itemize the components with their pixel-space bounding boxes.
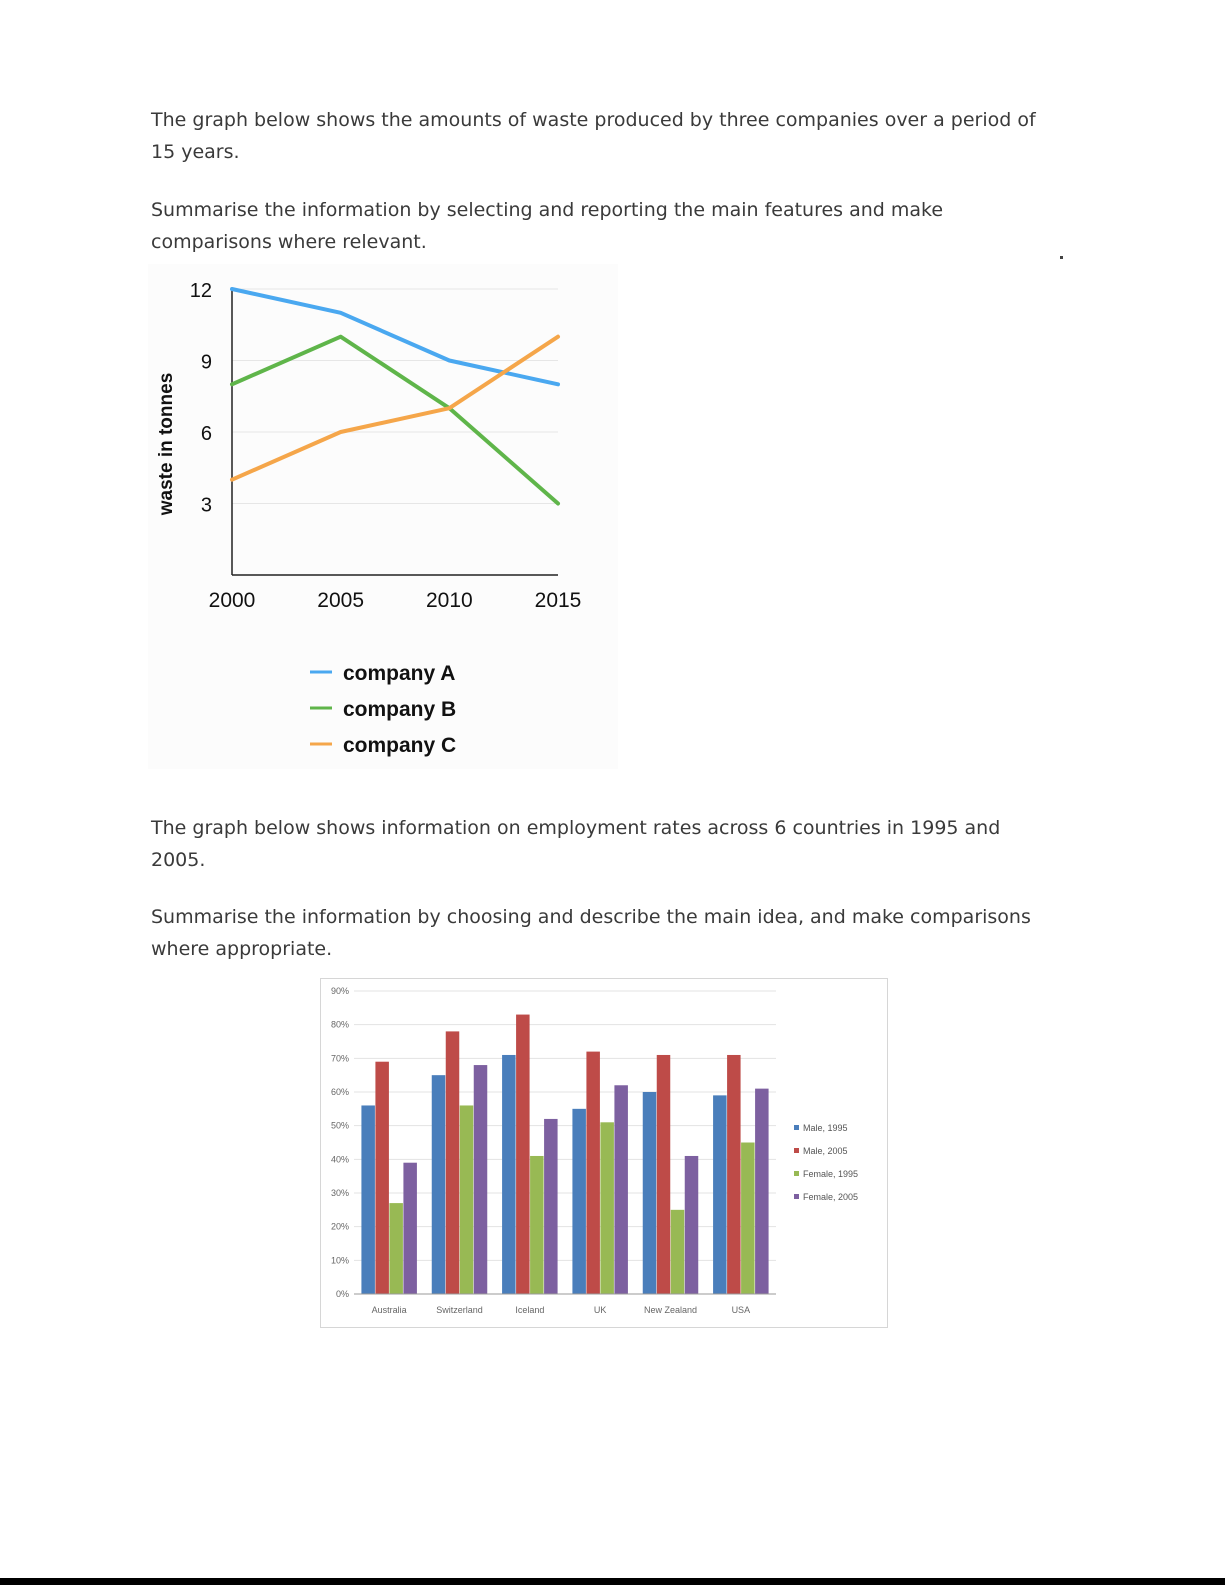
- bar-iceland-female-2005: [544, 1119, 558, 1294]
- legend-label-company-c: company C: [343, 734, 457, 757]
- bar-y-tick-label: 40%: [330, 1154, 349, 1165]
- x-tick-label: 2015: [534, 589, 582, 612]
- bar-y-tick-label: 70%: [330, 1053, 349, 1064]
- page-bottom-rule: [0, 1578, 1225, 1585]
- bar-switzerland-male-2005: [446, 1031, 460, 1294]
- bar-switzerland-male-1995: [432, 1075, 446, 1294]
- bar-legend-swatch-female-2005: [794, 1194, 799, 1199]
- bar-usa-female-1995: [741, 1143, 755, 1295]
- bar-new-zealand-male-2005: [657, 1055, 671, 1294]
- bar-y-tick-label: 50%: [330, 1120, 349, 1131]
- bar-y-tick-label: 80%: [330, 1019, 349, 1030]
- bar-uk-female-1995: [600, 1122, 614, 1294]
- bar-australia-male-1995: [361, 1105, 375, 1294]
- bar-legend-swatch-male-2005: [794, 1148, 799, 1153]
- legend-label-company-a: company A: [343, 662, 456, 685]
- bar-usa-male-1995: [713, 1095, 727, 1294]
- bar-y-tick-label: 90%: [330, 986, 349, 996]
- line-chart-background: [148, 264, 618, 769]
- x-tick-label: 2000: [208, 589, 256, 612]
- bar-x-tick-label: Switzerland: [436, 1305, 483, 1315]
- bar-uk-male-2005: [586, 1052, 600, 1294]
- y-tick-label: 9: [200, 351, 212, 374]
- bar-y-tick-label: 20%: [330, 1221, 349, 1232]
- bar-new-zealand-female-1995: [671, 1210, 685, 1294]
- bar-usa-male-2005: [727, 1055, 741, 1294]
- bar-legend-label-female-2005: Female, 2005: [803, 1192, 859, 1202]
- bar-uk-male-1995: [572, 1109, 586, 1294]
- bar-legend-label-male-1995: Male, 1995: [803, 1123, 848, 1133]
- bar-x-tick-label: Iceland: [515, 1305, 545, 1315]
- bar-legend-swatch-male-1995: [794, 1125, 799, 1130]
- bar-legend-label-female-1995: Female, 1995: [803, 1169, 859, 1179]
- bar-new-zealand-male-1995: [643, 1092, 657, 1294]
- bar-australia-female-2005: [403, 1163, 417, 1294]
- bar-x-tick-label: USA: [731, 1305, 751, 1315]
- y-tick-label: 6: [200, 423, 212, 445]
- bar-y-tick-label: 10%: [330, 1255, 349, 1266]
- y-tick-label: 12: [189, 280, 212, 302]
- bar-legend-label-male-2005: Male, 2005: [803, 1146, 848, 1156]
- question-2-prompt: The graph below shows information on employment rates across 6 countries in 1995 and 2005.: [151, 817, 1001, 871]
- y-tick-label: 3: [200, 494, 212, 517]
- bar-new-zealand-female-2005: [685, 1156, 699, 1294]
- bar-iceland-male-1995: [502, 1055, 516, 1294]
- bar-legend-swatch-female-1995: [794, 1171, 799, 1176]
- bar-x-tick-label: New Zealand: [643, 1305, 698, 1315]
- question-1-instruction: Summarise the information by selecting and reporting the main features and make comparisons where relevant.: [151, 199, 944, 253]
- question-2-instruction: Summarise the information by choosing and describe the main idea, and make comparisons where appropriate.: [151, 906, 1031, 960]
- waste-line-chart: [148, 264, 618, 769]
- y-axis-label: waste in tonnes: [156, 372, 177, 516]
- employment-bar-chart: [320, 978, 888, 1328]
- bar-x-tick-label: Australia: [371, 1305, 407, 1315]
- bar-usa-female-2005: [755, 1089, 769, 1294]
- bar-x-tick-label: UK: [593, 1305, 607, 1315]
- bar-switzerland-female-1995: [460, 1105, 474, 1294]
- bar-switzerland-female-2005: [474, 1065, 488, 1294]
- x-tick-label: 2010: [425, 589, 473, 612]
- question-1-prompt: The graph below shows the amounts of waste produced by three companies over a period of 15 years.: [151, 109, 1036, 163]
- legend-label-company-b: company B: [343, 698, 457, 721]
- stray-dot: [1060, 256, 1063, 259]
- bar-y-tick-label: 0%: [335, 1289, 349, 1299]
- bar-iceland-male-2005: [516, 1015, 530, 1294]
- bar-uk-female-2005: [614, 1085, 628, 1294]
- bar-australia-male-2005: [375, 1062, 389, 1294]
- bar-australia-female-1995: [389, 1203, 403, 1294]
- bar-iceland-female-1995: [530, 1156, 544, 1294]
- bar-y-tick-label: 60%: [330, 1087, 349, 1097]
- bar-y-tick-label: 30%: [330, 1188, 349, 1198]
- x-tick-label: 2005: [317, 589, 365, 612]
